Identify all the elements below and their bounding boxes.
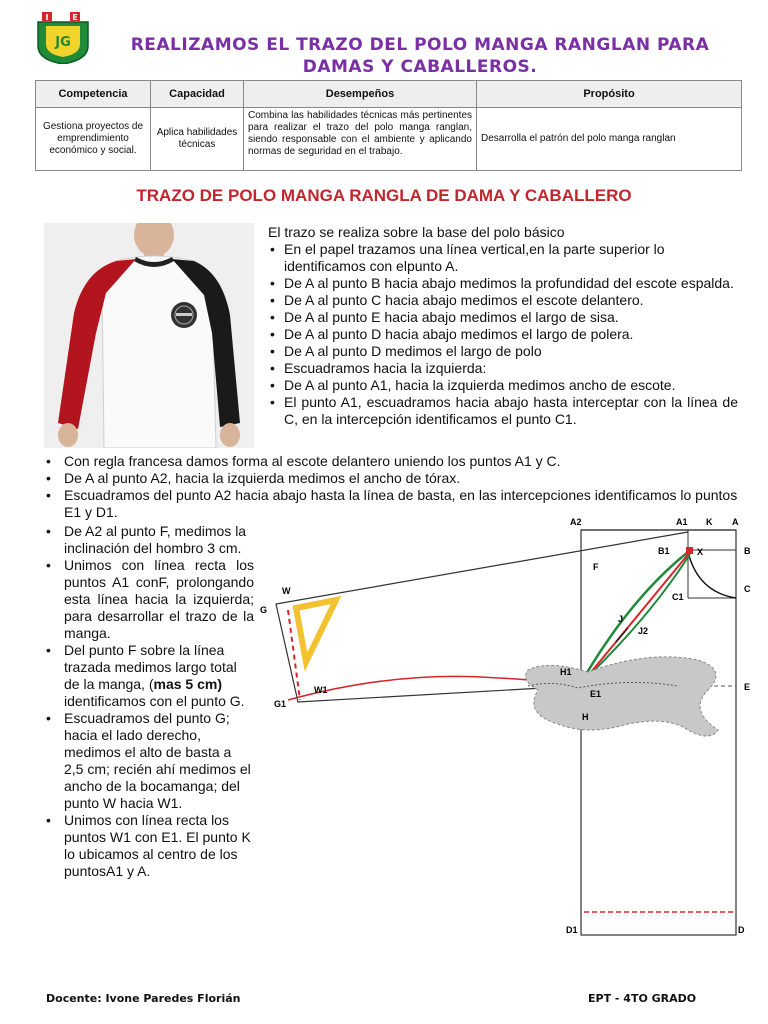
table-cell: Aplica habilidades técnicas bbox=[151, 108, 244, 171]
label-e: E bbox=[744, 682, 751, 692]
list-item: • Escuadramos hacia la izquierda: bbox=[268, 360, 738, 377]
label-j: J bbox=[618, 614, 624, 624]
competency-table bbox=[35, 80, 742, 171]
intro-lead: El trazo se realiza sobre la base del polo básico bbox=[268, 224, 565, 240]
label-x: X bbox=[697, 547, 704, 557]
intro-text bbox=[268, 224, 738, 428]
list-item: • De A al punto B hacia abajo medimos la profundidad del escote espalda. bbox=[268, 275, 738, 292]
intro-steps-list bbox=[268, 241, 738, 428]
label-w1: W1 bbox=[314, 685, 328, 695]
list-item: • De A al punto C hacia abajo medimos el escote delantero. bbox=[268, 292, 738, 309]
label-g1: G1 bbox=[274, 699, 287, 709]
page-title-line-2: DAMAS Y CABALLEROS. bbox=[302, 57, 538, 77]
table-cell: Gestiona proyectos de emprendimiento económico y social. bbox=[36, 108, 151, 171]
label-w: W bbox=[282, 586, 291, 596]
table-cell: Combina las habilidades técnicas más pertinentes para realizar el trazo del polo manga ranglan, siendo responsable con el ambiente y aplicando normas de seguridad en el trabajo. bbox=[244, 108, 477, 171]
label-c1: C1 bbox=[672, 592, 684, 602]
table-header-row bbox=[36, 81, 742, 108]
list-item: • De A al punto D hacia abajo medimos el largo de polera. bbox=[268, 326, 738, 343]
footer-teacher: Docente: Ivone Paredes Florián bbox=[46, 992, 241, 1005]
label-b1: B1 bbox=[658, 546, 670, 556]
list-item: • De A al punto D medimos el largo de polo bbox=[268, 343, 738, 360]
label-b: B bbox=[744, 546, 751, 556]
list-item-text: identificamos con el punto G. bbox=[64, 693, 245, 709]
list-item: • De A al punto A1, hacia la izquierda medimos ancho de escote. bbox=[268, 377, 738, 394]
table-header-cell: Competencia bbox=[36, 81, 151, 108]
list-item: • Escuadramos del punto G; hacia el lado derecho, medimos el alto de basta a 2,5 cm; recién ahí medimos el ancho de la bocamanga; del punto W hacia W1. bbox=[44, 710, 254, 812]
list-item: • De A al punto E hacia abajo medimos el largo de sisa. bbox=[268, 309, 738, 326]
list-item bbox=[44, 642, 254, 710]
svg-text:E: E bbox=[72, 13, 78, 22]
sleeve-steps-list bbox=[44, 523, 254, 880]
table-row bbox=[36, 108, 742, 171]
label-g: G bbox=[260, 605, 268, 615]
list-item: • Con regla francesa damos forma al escote delantero uniendo los puntos A1 y C. bbox=[44, 453, 744, 470]
page-title bbox=[110, 34, 730, 78]
label-j2: J2 bbox=[638, 626, 649, 636]
list-item: • Escuadramos del punto A2 hacia abajo hasta la línea de basta, en las intercepciones identificamos lo puntos E1 y D1. bbox=[44, 487, 744, 521]
footer-grade: EPT - 4TO GRADO bbox=[588, 992, 697, 1005]
label-h1: H1 bbox=[560, 667, 572, 677]
logo-text: JG bbox=[55, 35, 71, 50]
label-a1: A1 bbox=[676, 517, 688, 527]
label-a2: A2 bbox=[570, 517, 582, 527]
list-item-text: Del punto F sobre la línea trazada medimos largo total de la manga, ( bbox=[64, 642, 237, 692]
label-d1: D1 bbox=[566, 925, 578, 935]
label-e1: E1 bbox=[590, 689, 602, 699]
table-header-cell: Propósito bbox=[477, 81, 742, 108]
list-item: • De A al punto A2, hacia la izquierda medimos el ancho de tórax. bbox=[44, 470, 744, 487]
svg-text:I: I bbox=[45, 13, 49, 22]
page-title-line-1: REALIZAMOS EL TRAZO DEL POLO MANGA RANGLAN PARA bbox=[130, 35, 710, 55]
section-title: TRAZO DE POLO MANGA RANGLA DE DAMA Y CABALLERO bbox=[136, 186, 632, 205]
label-k: K bbox=[706, 517, 713, 527]
table-header-cell: Capacidad bbox=[151, 81, 244, 108]
label-a: A bbox=[732, 517, 739, 527]
table-header-cell: Desempeños bbox=[244, 81, 477, 108]
list-item: • En el papel trazamos una línea vertical,en la parte superior lo identificamos con elpunto A. bbox=[268, 241, 738, 275]
pattern-diagram bbox=[248, 510, 768, 940]
list-item: • El punto A1, escuadramos hacia abajo hasta interceptar con la línea de C, en la intercepción identificamos el punto C1. bbox=[268, 394, 738, 428]
label-f: F bbox=[593, 562, 599, 572]
sleeve-steps bbox=[44, 523, 254, 880]
list-item: • Unimos con línea recta los puntos W1 con E1. El punto K lo ubicamos al centro de los puntosA1 y A. bbox=[44, 812, 254, 880]
label-d: D bbox=[738, 925, 745, 935]
table-cell: Desarrolla el patrón del polo manga ranglan bbox=[477, 108, 742, 171]
school-logo bbox=[28, 12, 98, 64]
list-item: • Unimos con línea recta los puntos A1 conF, prolongando esta línea hacia la izquierda; para desarrollar el trazo de la manga. bbox=[44, 557, 254, 642]
list-item: • De A2 al punto F, medimos la inclinación del hombro 3 cm. bbox=[44, 523, 254, 557]
label-c: C bbox=[744, 584, 751, 594]
label-h: H bbox=[582, 712, 589, 722]
raglan-shirt-photo bbox=[44, 223, 254, 448]
list-item-bold: mas 5 cm) bbox=[153, 676, 222, 692]
